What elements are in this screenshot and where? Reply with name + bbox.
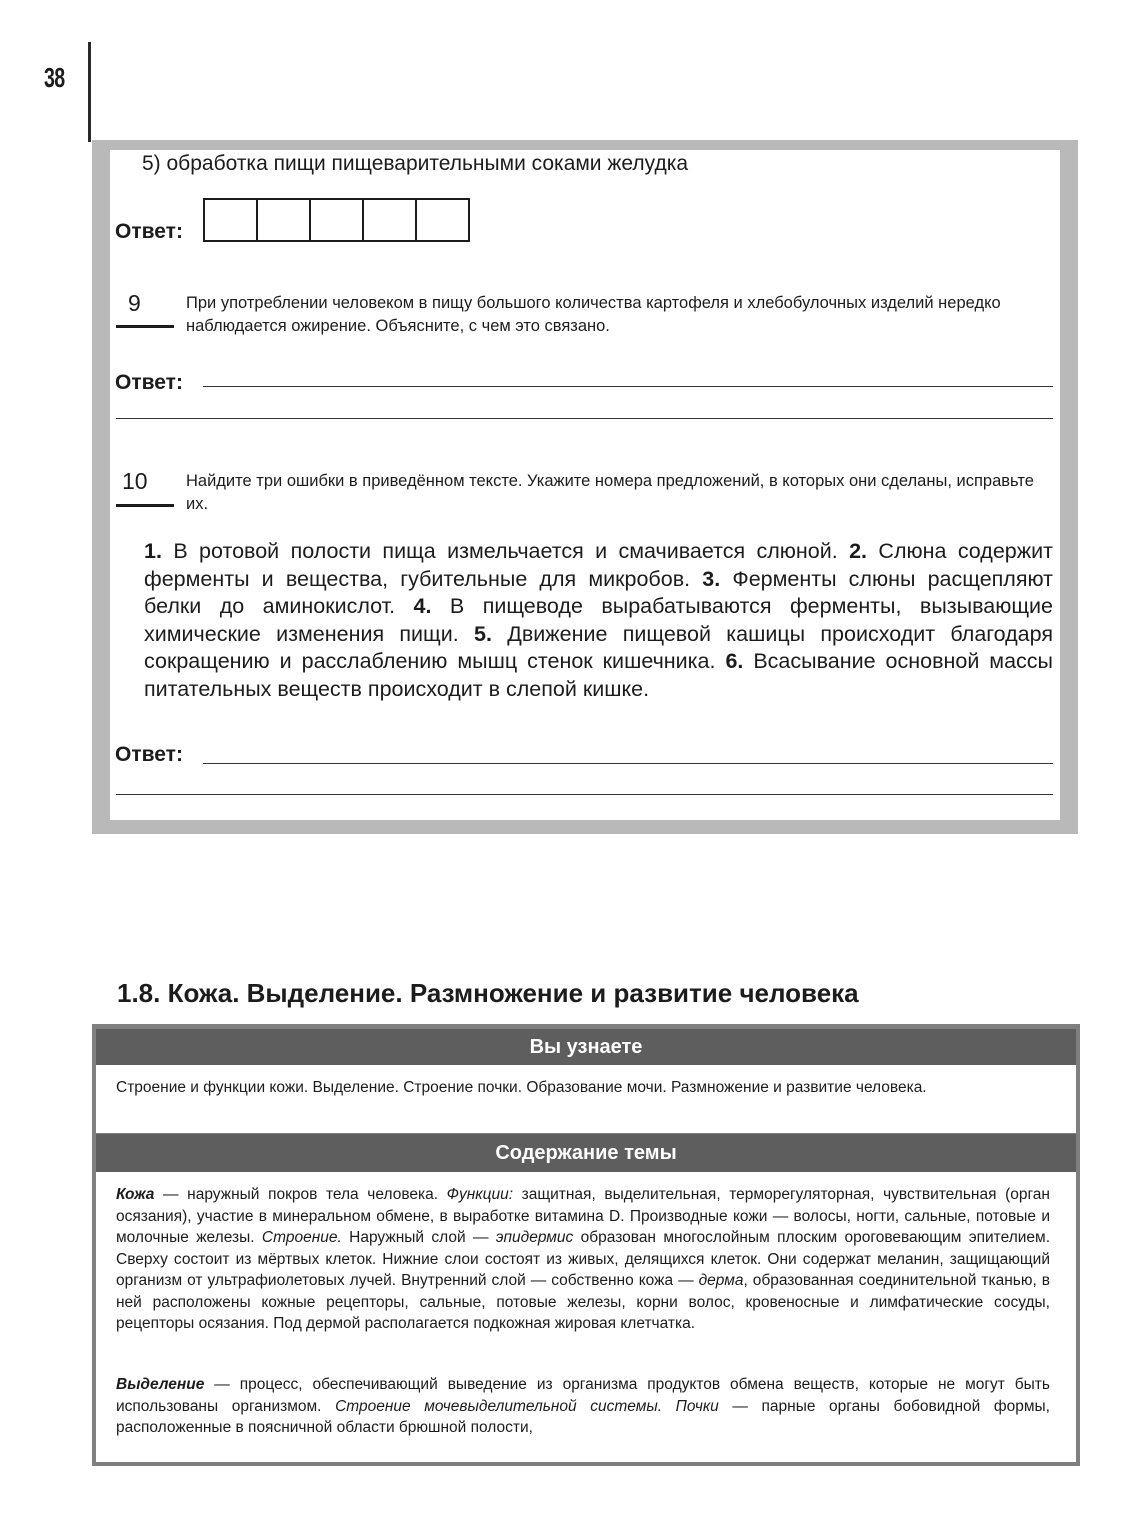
answer-box-5[interactable]	[417, 200, 468, 240]
excretion-text-3: — парные органы бобовидной формы, расположенные в поясничной области брюшной полости,	[116, 1397, 1050, 1436]
answer-box-2[interactable]	[258, 200, 311, 240]
skin-paragraph	[116, 1184, 1050, 1335]
option-5-text: 5) обработка пищи пищеварительными соками желудка	[142, 152, 689, 175]
answer-line-9b[interactable]	[116, 418, 1053, 419]
learn-panel	[96, 1065, 1076, 1133]
learn-heading: Вы узнаете	[96, 1029, 1076, 1065]
answer-label-9: Ответ:	[115, 371, 183, 394]
answer-label-8: Ответ:	[115, 220, 183, 243]
skin-text-2: защитная, выделительная, терморегуляторная, чувствительная (орган осязания), участие в минеральном обмене, в выработке витамина D. Производные кожи — волосы, ногти, сальные, потовые и молочные железы.	[116, 1186, 1050, 1246]
learn-text: Строение и функции кожи. Выделение. Строение почки. Образование мочи. Размножение и развитие человека.	[116, 1079, 927, 1096]
margin-divider	[88, 42, 91, 142]
skin-text-4: образован многослойным плоским ороговевающим эпителием. Сверху состоит из мёртвых клеток. Нижние слои состоят из живых, делящихся клеток. Они содержат меланин, защищающий организм от ультрафиолетовых лучей. Внутренний слой — собственно кожа —	[116, 1229, 1051, 1289]
sentence-3: Ферменты слюны расщепляют белки до аминокислот.	[144, 566, 1053, 618]
excretion-paragraph	[116, 1374, 1050, 1439]
task-10-number: 10	[122, 468, 148, 494]
content-panel	[96, 1172, 1076, 1462]
answer-line-9a[interactable]	[203, 386, 1053, 387]
sentence-6: Всасывание основной массы питательных веществ происходит в слепой кишке.	[144, 649, 1054, 701]
sentence-3-number: 3.	[702, 566, 721, 591]
sentence-6-number: 6.	[725, 649, 744, 673]
section-title: 1.8. Кожа. Выделение. Размножение и развитие человека	[117, 978, 859, 1008]
content-heading: Содержание темы	[96, 1134, 1076, 1172]
answer-boxes	[203, 198, 470, 242]
skin-text-1: — наружный покров тела человека.	[154, 1186, 447, 1203]
derma-term: дерма	[698, 1272, 744, 1289]
skin-functions-label: Функции:	[446, 1186, 514, 1203]
task-10-number-bar	[116, 504, 174, 507]
excretion-term: Выделение	[116, 1376, 205, 1393]
answer-box-3[interactable]	[311, 200, 364, 240]
answer-line-10b[interactable]	[116, 794, 1053, 795]
sentence-2-number: 2.	[849, 539, 868, 563]
excretion-text-1: — процесс, обеспечивающий выведение из организма продуктов обмена веществ, которые не могут быть использованы организмом.	[116, 1376, 1050, 1415]
skin-term: Кожа	[116, 1186, 155, 1203]
task-9-prompt: При употреблении человеком в пищу большого количества картофеля и хлебобулочных изделий нередко наблюдается ожирение. Объясните, с чем это связано.	[186, 294, 1001, 335]
sentence-4-number: 4.	[413, 594, 432, 618]
sentence-1-number: 1.	[144, 539, 162, 563]
excretion-text-2	[662, 1398, 676, 1415]
sentence-5-number: 5.	[474, 621, 492, 646]
epidermis-term: эпидермис	[495, 1229, 574, 1246]
kidneys-term: Почки	[675, 1397, 719, 1415]
sentence-5: Движение пищевой кашицы происходит благодаря сокращению и расслаблению мышц стенок кишечника.	[144, 621, 1053, 673]
task-9-number-bar	[116, 325, 174, 328]
sentence-1: В ротовой полости пища измельчается и смачивается слюной.	[161, 539, 850, 563]
task-10-prompt: Найдите три ошибки в приведённом тексте. Укажите номера предложений, в которых они сделаны, исправьте их.	[186, 472, 1034, 513]
task-10-text	[144, 538, 1053, 703]
sentence-4: В пищеводе вырабатываются ферменты, вызывающие химические изменения пищи.	[144, 594, 1053, 646]
skin-text-3: Наружный слой —	[341, 1229, 496, 1246]
answer-box-4[interactable]	[364, 200, 417, 240]
skin-text-5: , образованная соединительной тканью, в ней расположены кожные рецепторы, сальные, потовые железы, корни волос, кровеносные и лимфатические сосуды, рецепторы осязания. Под дермой располагается подкожная жировая клетчатка.	[116, 1272, 1050, 1332]
answer-box-1[interactable]	[205, 200, 258, 240]
excretion-system-label: Строение мочевыделительной системы.	[335, 1397, 663, 1415]
answer-line-10a[interactable]	[203, 763, 1053, 764]
sentence-2: Слюна содержит ферменты и вещества, губительные для микробов.	[144, 539, 1053, 591]
skin-structure-label: Строение.	[261, 1229, 342, 1246]
task-9-number: 9	[128, 290, 141, 316]
page-number: 38	[44, 62, 65, 93]
answer-label-10: Ответ:	[115, 743, 183, 766]
